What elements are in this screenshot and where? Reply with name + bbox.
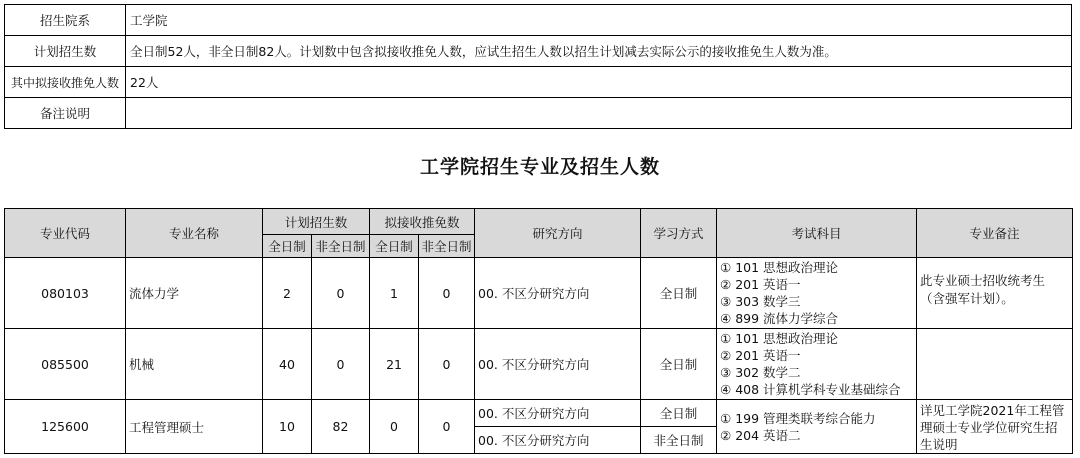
info-value: 22人 [126,67,1072,98]
cell-mode: 全日制 [641,329,717,400]
cell-mode: 全日制 [641,400,717,427]
header-exempt: 拟接收推免数 [370,209,475,235]
header-name: 专业名称 [126,209,263,258]
cell-subjects [717,329,917,400]
cell-direction: 00. 不区分研究方向 [475,400,641,427]
header-subjects: 考试科目 [717,209,917,258]
cell-exempt-full: 21 [370,329,419,400]
subject-item: ③ 303 数学三 [720,294,801,309]
info-row [5,36,1072,67]
subject-item: ④ 408 计算机学科专业基础综合 [720,382,901,397]
cell-exempt-full: 1 [370,258,419,329]
cell-plan-part: 0 [312,329,370,400]
cell-direction: 00. 不区分研究方向 [475,258,641,329]
header-row [5,209,1073,235]
header-plan-part: 非全日制 [312,235,370,258]
header-exempt-full: 全日制 [370,235,419,258]
subject-item: ① 101 思想政治理论 [720,260,839,275]
major-table [4,208,1073,454]
cell-plan-full: 10 [263,400,312,454]
cell-code: 125600 [5,400,126,454]
cell-name: 工程管理硕士 [126,400,263,454]
header-remarks: 专业备注 [917,209,1073,258]
subject-item: ② 201 英语一 [720,277,801,292]
cell-plan-part: 0 [312,258,370,329]
subject-item: ① 101 思想政治理论 [720,331,839,346]
cell-plan-full: 2 [263,258,312,329]
subject-item: ② 201 英语一 [720,348,801,363]
info-row [5,67,1072,98]
info-value: 工学院 [126,5,1072,36]
cell-subjects [717,258,917,329]
cell-mode: 非全日制 [641,427,717,454]
info-row [5,98,1072,129]
table-row [5,258,1073,329]
header-plan: 计划招生数 [263,209,370,235]
cell-code: 080103 [5,258,126,329]
info-value: 全日制52人，非全日制82人。计划数中包含拟接收推免人数，应试生招生人数以招生计划减去实际公示的接收推免生人数为准。 [126,36,1072,67]
table-row [5,329,1073,400]
header-code: 专业代码 [5,209,126,258]
subject-item: ① 199 管理类联考综合能力 [720,410,876,426]
cell-subjects [717,400,917,454]
cell-remarks: 详见工学院2021年工程管理硕士专业学位研究生招生说明 [917,400,1073,454]
cell-exempt-part: 0 [419,400,475,454]
cell-name: 机械 [126,329,263,400]
header-exempt-part: 非全日制 [419,235,475,258]
info-label: 计划招生数 [5,36,126,67]
cell-direction: 00. 不区分研究方向 [475,329,641,400]
table-row [5,400,1073,427]
cell-code: 085500 [5,329,126,400]
info-label: 其中拟接收推免人数 [5,67,126,98]
header-direction: 研究方向 [475,209,641,258]
header-plan-full: 全日制 [263,235,312,258]
info-table [4,4,1072,129]
section-title: 工学院招生专业及招生人数 [419,156,660,178]
info-value [126,98,1072,129]
cell-exempt-part: 0 [419,329,475,400]
cell-plan-full: 40 [263,329,312,400]
cell-plan-part: 82 [312,400,370,454]
cell-name: 流体力学 [126,258,263,329]
cell-exempt-part: 0 [419,258,475,329]
cell-direction: 00. 不区分研究方向 [475,427,641,454]
cell-exempt-full: 0 [370,400,419,454]
cell-remarks: 此专业硕士招收统考生（含强军计划）。 [917,258,1073,329]
subject-item: ② 204 英语二 [720,427,801,443]
cell-remarks [917,329,1073,400]
info-row [5,5,1072,36]
cell-mode: 全日制 [641,258,717,329]
subject-item: ③ 302 数学二 [720,365,801,380]
header-mode: 学习方式 [641,209,717,258]
info-label: 招生院系 [5,5,126,36]
subject-item: ④ 899 流体力学综合 [720,311,839,326]
info-label: 备注说明 [5,98,126,129]
